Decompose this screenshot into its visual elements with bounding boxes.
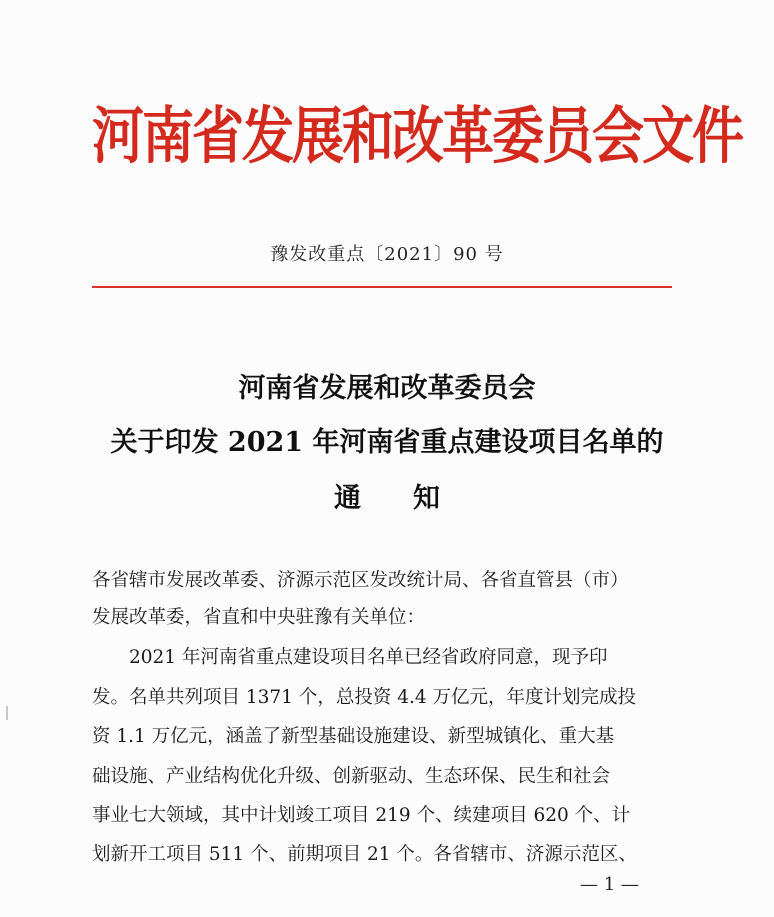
document-number: 豫发改重点〔2021〕90 号 — [270, 244, 504, 265]
body-line: 2021 年河南省重点建设项目名单已经省政府同意，现予印 — [129, 647, 608, 668]
body-line: 各省辖市发展改革委、济源示范区发改统计局、各省直管县（市） — [92, 570, 629, 591]
body-line: 资 1.1 万亿元，涵盖了新型基础设施建设、新型城镇化、重大基 — [92, 726, 615, 747]
document-header-title: 河南省发展和改革委员会文件 — [92, 100, 743, 173]
body-line: 事业七大领域，其中计划竣工项目 219 个、续建项目 620 个、计 — [92, 805, 631, 826]
body-line: 发展改革委，省直和中央驻豫有关单位： — [92, 607, 426, 628]
body-line: 发。名单共列项目 1371 个，总投资 4.4 万亿元，年度计划完成投 — [92, 687, 637, 708]
body-line: 础设施、产业结构优化升级、创新驱动、生态环保、民生和社会 — [92, 766, 611, 787]
header-red-rule — [92, 286, 672, 288]
page-number: — 1 — — [580, 874, 639, 895]
body-line: 划新开工项目 511 个、前期项目 21 个。各省辖市、济源示范区、 — [92, 844, 637, 865]
notice-title-line-3: 通知 — [334, 483, 492, 514]
notice-title-line-1: 河南省发展和改革委员会 — [238, 373, 536, 404]
notice-title-line-2: 关于印发 2021 年河南省重点建设项目名单的 — [110, 427, 664, 458]
margin-mark — [6, 706, 8, 720]
